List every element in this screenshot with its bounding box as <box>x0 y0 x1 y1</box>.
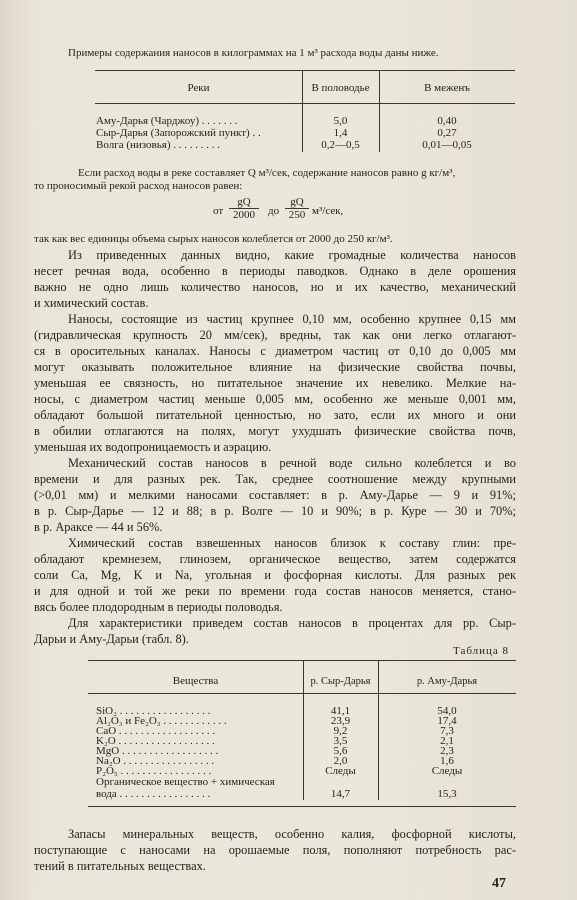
fraction-2-denominator: 250 <box>288 209 306 221</box>
table1-header-flood: В половодье <box>311 82 370 94</box>
table2-row-syr: 14,7 <box>330 788 351 800</box>
fraction-2 <box>285 196 309 221</box>
table1-row-flood: 0,2—0,5 <box>321 139 360 151</box>
table2-row-amu: 1,6 <box>440 755 454 767</box>
table2-row-name: K₂O . . . . . . . . . . . . . . . . . . <box>96 735 215 747</box>
table2-caption: Таблица 8 <box>453 645 510 657</box>
body-line: в р. Араксе — 44 и 56%. <box>34 520 163 534</box>
table2-col-divider-1-lower <box>303 770 304 800</box>
body-line: обладают большой питательной ценностью, но зато, если их много и они <box>34 408 516 422</box>
intro-text: Примеры содержания наносов в килограммах на 1 м³ расхода воды даны ниже. <box>68 47 439 59</box>
body-line: обладают кремнезем, глинозем, органическое вещество, затем содержатся <box>34 552 516 566</box>
body-line: в р. Сыр-Дарье — 12 и 88; в р. Волге — 10 и 90%; в р. Куре — 30 и 70%; <box>34 504 516 518</box>
body-line: (>0,01 мм) и мелкими наносами составляет: в р. Аму-Дарье — 9 и 91%; <box>34 488 516 502</box>
body-line: Химический состав взвешенных наносов близок к составу глин: пре- <box>68 536 516 550</box>
table2-row-name: вода . . . . . . . . . . . . . . . . . <box>96 788 211 800</box>
body-line: Для характеристики приведем состав наносов в процентах для рр. Сыр- <box>68 616 516 630</box>
table2-bottom-rule <box>88 806 516 807</box>
page-number: 47 <box>492 876 506 891</box>
formula-from: от <box>213 205 224 217</box>
body-line: могут оказывать положительное влияние на физические свойства почвы, <box>34 360 516 374</box>
body-line: Из приведенных данных видно, какие громадные количества наносов <box>68 248 516 262</box>
fraction-1-numerator: gQ <box>229 196 259 209</box>
table2-row-amu: 7,3 <box>440 725 454 737</box>
body-line: вясь более плодородным в периоды половодья. <box>34 600 283 614</box>
formula-unit: м³/сек, <box>312 205 344 217</box>
closing-line: Запасы минеральных веществ, особенно калия, фосфорной кислоты, <box>68 827 516 841</box>
table2-row-syr: 23,9 <box>330 715 351 727</box>
table2-top-rule <box>88 660 516 661</box>
body-line: носы, с диаметром частиц меньше 0,005 мм, особенно же меньше 0,001 мм, <box>34 392 516 406</box>
table1-header-rivers: Реки <box>187 82 210 94</box>
table2-row-syr: 5,6 <box>333 745 348 757</box>
table1-header-low: В меженъ <box>424 82 470 94</box>
body-line: в обилии отлагаются на полях, могут ухудшать физические свойства почв, <box>34 424 516 438</box>
table1-row-flood: 5,0 <box>333 115 348 127</box>
closing-line: тений в питательных веществах. <box>34 859 206 873</box>
table2-row-amu: 2,1 <box>440 735 454 747</box>
body-line: и для одной и той же реки по времени года состав наносов меняется, стано- <box>34 584 516 598</box>
fraction-2-numerator: gQ <box>285 196 309 209</box>
table1-row-flood: 1,4 <box>333 127 348 139</box>
body-line: соли Ca, Mg, K и Na, угольная и фосфорная кислоты. Для разных рек <box>34 568 516 582</box>
table1-row-name: Волга (низовья) . . . . . . . . . <box>96 139 220 151</box>
table2-header-amu: р. Аму-Дарья <box>416 676 478 687</box>
body-line: Механический состав наносов в речной воде сильно колеблется и во <box>68 456 516 470</box>
table2-row-amu: 54,0 <box>437 705 457 717</box>
table2-row-amu: Следы <box>431 765 463 777</box>
table2-row-syr: 9,2 <box>333 725 348 737</box>
table1-row-name: Сыр-Дарья (Запорожский пункт) . . <box>96 127 261 139</box>
fraction-1 <box>229 196 259 221</box>
table2-row-syr: Следы <box>325 765 356 777</box>
body-line: (гидравлическая крупность 20 мм/сек), вредны, так как они легко отлагают- <box>34 328 516 342</box>
formula-line-1: Если расход воды в реке составляет Q м³/сек, содержание наносов равно g кг/м³, <box>78 167 456 179</box>
body-line: времени и для разных рек. Так, среднее соотношение между крупными <box>34 472 516 486</box>
body-line: уменьшая их водопроницаемость и аэрацию. <box>34 440 272 454</box>
table2-row-amu: 15,3 <box>437 788 457 800</box>
table2-row-name: Al₂O₃ и Fe₂O₃ . . . . . . . . . . . . <box>96 715 227 727</box>
body-line: и химический состав. <box>34 296 149 310</box>
body-line: Дарьи и Аму-Дарьи (табл. 8). <box>34 632 189 646</box>
table2-row-name: CaO . . . . . . . . . . . . . . . . . . <box>96 725 216 737</box>
table2-header-rule <box>88 693 516 694</box>
formula-after: так как вес единицы объема сырых наносов колеблется от 2000 до 250 кг/м³. <box>34 233 393 245</box>
table1-top-rule <box>95 70 515 71</box>
table1-row-low: 0,01—0,05 <box>422 139 472 151</box>
table2-row-name: SiO₂ . . . . . . . . . . . . . . . . . <box>96 705 211 717</box>
formula-to: до <box>268 205 280 217</box>
table1-row-low: 0,40 <box>437 115 457 127</box>
table2-row-amu: 2,3 <box>440 745 454 757</box>
body-line: ся в оросительных каналах. Наносы с диаметром частиц от 0,10 до 0,005 мм <box>34 344 516 358</box>
table1-row-low: 0,27 <box>437 127 457 139</box>
table2-row-name: MgO . . . . . . . . . . . . . . . . . . <box>96 745 219 757</box>
table2-row-syr: 2,0 <box>333 755 348 767</box>
table2-header-substances: Вещества <box>172 675 219 687</box>
table2-row-name: Органическое вещество + химическая <box>96 776 275 788</box>
table1-row-name: Аму-Дарья (Чарджоу) . . . . . . . <box>96 115 238 127</box>
table2-col-divider-2-lower <box>378 770 379 800</box>
body-line: Наносы, состоящие из частиц крупнее 0,10 мм, особенно крупнее 0,15 мм <box>68 312 516 326</box>
table2-row-name: P₂O₅ . . . . . . . . . . . . . . . . . <box>96 765 212 777</box>
table2-header-syr: р. Сыр-Дарья <box>310 676 371 687</box>
table1-header-rule <box>95 103 515 104</box>
table2-row-syr: 3,5 <box>333 735 348 747</box>
table2-row-name: Na₂O . . . . . . . . . . . . . . . . . <box>96 755 215 767</box>
table2-row-syr: 41,1 <box>330 705 351 717</box>
closing-line: поступающие с наносами на орошаемые поля, пополняют потребность рас- <box>34 843 516 857</box>
body-line: несет речная вода, особенно в периоды паводков. Однако в деле орошения <box>34 264 516 278</box>
body-line: важно не одно лишь количество наносов, но и их качество, механический <box>34 280 516 294</box>
fraction-1-denominator: 2000 <box>233 209 255 221</box>
table2-row-amu: 17,4 <box>437 715 457 727</box>
formula-line-2: то проносимый рекой расход наносов равен: <box>34 180 243 192</box>
body-line: уменьшая ее связность, но питательное значение их невелико. Мелкие на- <box>34 376 516 390</box>
